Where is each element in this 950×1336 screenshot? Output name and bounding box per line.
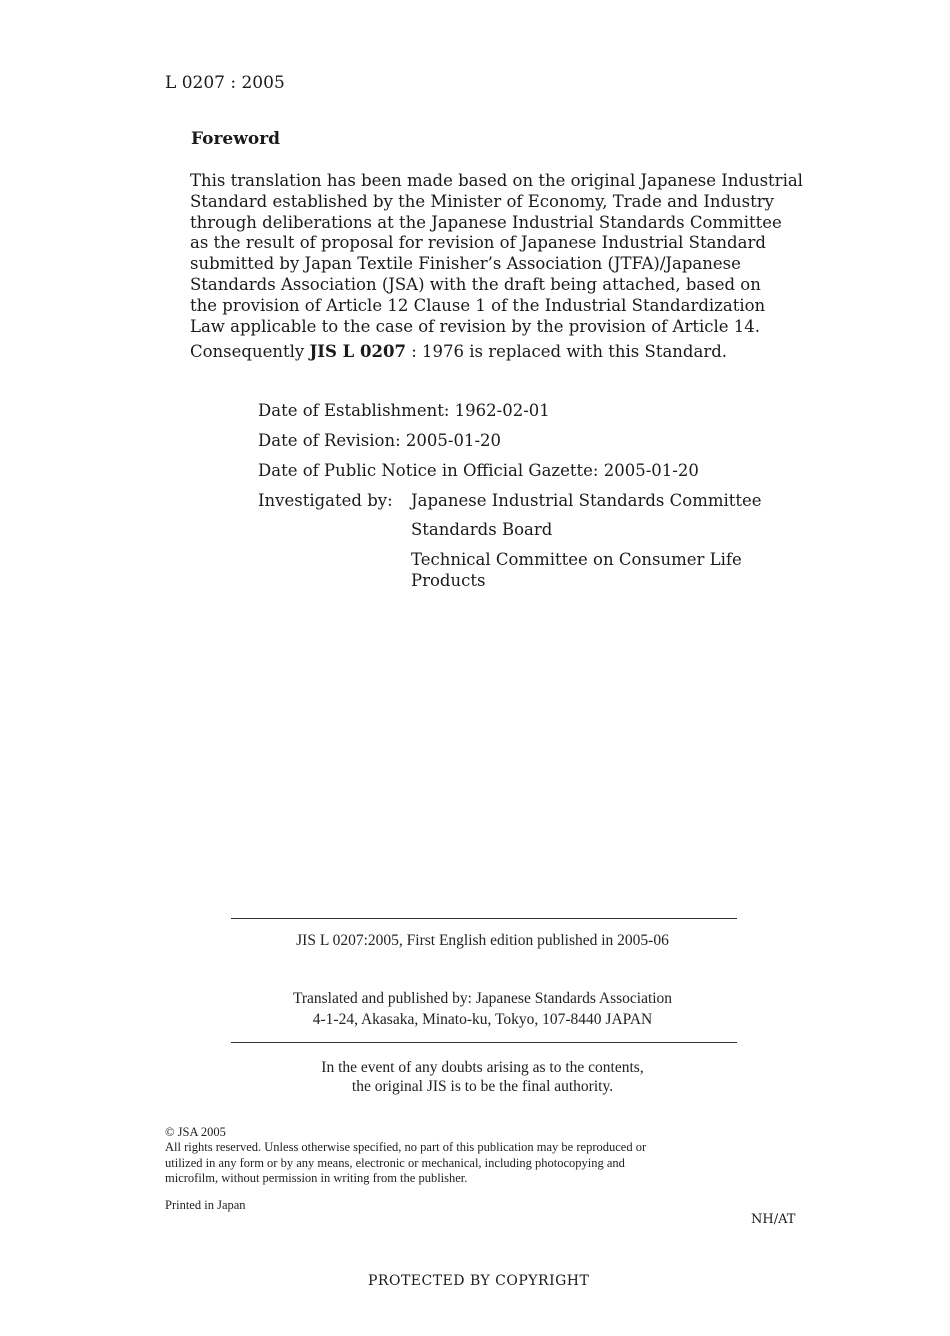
foreword-line: This translation has been made based on the original Japanese Industrial	[190, 171, 803, 190]
doubts-notice-line2: the original JIS is to be the final authority.	[351, 1078, 614, 1095]
investigated-by-technical-committee-cont: Products	[411, 571, 486, 590]
printed-in: Printed in Japan	[165, 1198, 246, 1212]
foreword-line: through deliberations at the Japanese Industrial Standards Committee	[190, 212, 782, 232]
rights-line: microfilm, without permission in writing from the publisher.	[165, 1171, 468, 1185]
document-id: L 0207 : 2005	[165, 73, 285, 93]
edition-statement: JIS L 0207:2005, First English edition published in 2005-06	[296, 932, 669, 949]
middle-divider	[231, 1042, 737, 1043]
replacement-statement	[190, 342, 727, 361]
publisher-address: 4-1-24, Akasaka, Minato-ku, Tokyo, 107-8440 JAPAN	[312, 1011, 653, 1028]
foreword-heading: Foreword	[191, 129, 281, 149]
foreword-line: the provision of Article 12 Clause 1 of the Industrial Standardization	[190, 295, 766, 315]
investigated-by-technical-committee: Technical Committee on Consumer Life	[411, 550, 742, 569]
foreword-line: Standard established by the Minister of Economy, Trade and Industry	[190, 191, 774, 211]
investigated-by-row	[258, 490, 762, 520]
rights-statement	[165, 1140, 805, 1187]
doubts-notice-line1: In the event of any doubts arising as to the contents,	[321, 1059, 644, 1076]
rights-line: All rights reserved. Unless otherwise specified, no part of this publication may be reproduced or	[165, 1140, 647, 1154]
replaced-standard: JIS L 0207	[309, 342, 406, 361]
copyright-holder: © JSA 2005	[165, 1125, 226, 1139]
replacement-prefix: Consequently	[190, 342, 310, 361]
investigated-by-label: Investigated by:	[258, 491, 393, 510]
top-divider	[231, 918, 737, 919]
translated-by: Translated and published by: Japanese Standards Association	[292, 990, 673, 1007]
dates-block	[258, 400, 762, 590]
foreword-line: Standards Association (JSA) with the draft being attached, based on	[190, 274, 761, 294]
foreword-line: Law applicable to the case of revision by the provision of Article 14.	[190, 316, 761, 336]
date-of-public-notice: Date of Public Notice in Official Gazette: 2005-01-20	[258, 461, 699, 480]
copyright-watermark: PROTECTED BY COPYRIGHT	[368, 1273, 590, 1289]
investigated-by-board: Standards Board	[411, 520, 553, 539]
foreword-line: submitted by Japan Textile Finisher’s Association (JTFA)/Japanese	[190, 254, 741, 274]
replacement-suffix: : 1976 is replaced with this Standard.	[405, 342, 728, 361]
date-of-establishment: Date of Establishment: 1962-02-01	[258, 401, 550, 420]
document-code: NH/AT	[751, 1212, 796, 1227]
date-of-revision: Date of Revision: 2005-01-20	[258, 431, 502, 450]
foreword-paragraph	[190, 171, 805, 337]
foreword-line: as the result of proposal for revision of Japanese Industrial Standard	[190, 233, 766, 253]
rights-line: utilized in any form or by any means, electronic or mechanical, including photocopying and	[165, 1155, 625, 1170]
investigated-by-committee: Japanese Industrial Standards Committee	[411, 491, 762, 510]
